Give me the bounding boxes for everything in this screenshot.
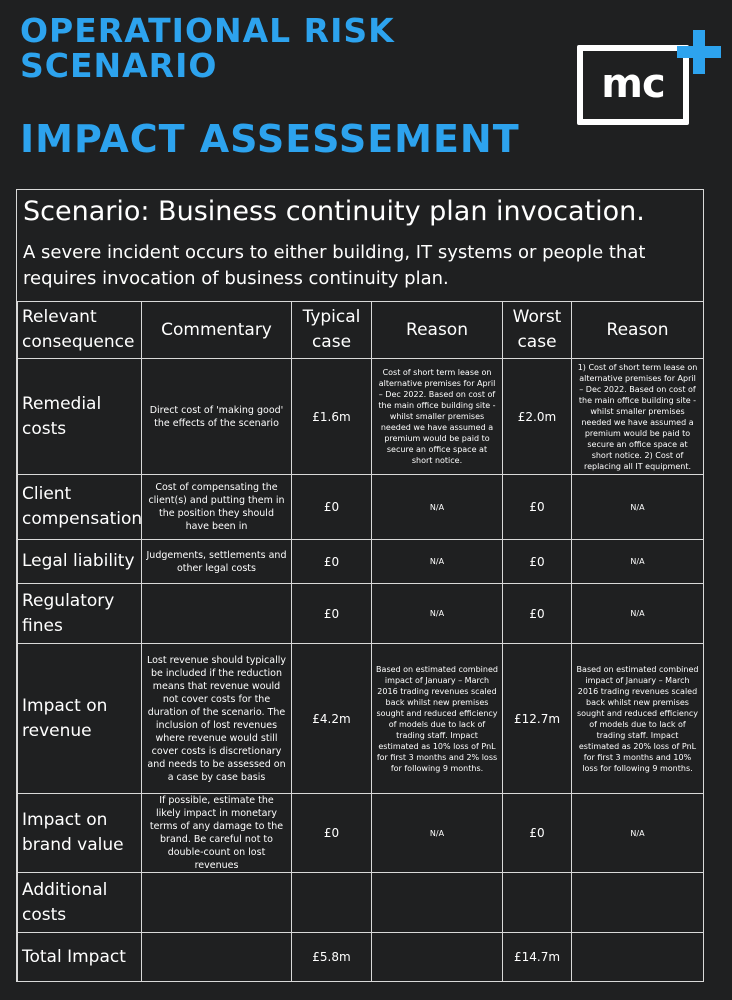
logo-text: mc: [601, 61, 665, 107]
commentary-cell: [142, 873, 292, 933]
page-title: [20, 11, 395, 85]
title-line-2: SCENARIO: [20, 46, 218, 85]
table-row: [18, 475, 704, 540]
typical-reason-cell: N/A: [372, 475, 503, 540]
worst-value-cell: £0: [503, 794, 572, 873]
worst-reason-cell: N/A: [572, 475, 704, 540]
title-line-1: OPERATIONAL RISK: [20, 11, 395, 50]
header-typical-case: Typical case: [292, 302, 372, 359]
typical-value-cell: £0: [292, 794, 372, 873]
scenario-title: Scenario: Business continuity plan invocation.: [23, 196, 645, 227]
consequence-cell: Regulatory fines: [18, 584, 142, 644]
typical-reason-cell: [372, 873, 503, 933]
commentary-cell: Lost revenue should typically be included if the reduction means that revenue would not cover costs for the duration of the scenario. The inclusion of lost revenues where revenue would still cover costs is discretionary and needs to be assessed on a case by case basis: [142, 644, 292, 794]
table-row: [18, 873, 704, 933]
header-reason-worst: Reason: [572, 302, 704, 359]
worst-value-cell: £0: [503, 475, 572, 540]
commentary-cell: Judgements, settlements and other legal costs: [142, 540, 292, 584]
worst-reason-cell: [572, 873, 704, 933]
typical-value-cell: £0: [292, 540, 372, 584]
typical-reason-cell: Cost of short term lease on alternative premises for April – Dec 2022. Based on cost of the main office building site - whilst smaller premises needed we have assumed a premium would be paid to secure an office space at short notice.: [372, 359, 503, 475]
consequence-cell: Legal liability: [18, 540, 142, 584]
worst-reason-cell: [572, 933, 704, 982]
table-row: [18, 794, 704, 873]
typical-value-cell: £1.6m: [292, 359, 372, 475]
typical-reason-cell: N/A: [372, 794, 503, 873]
worst-reason-cell: N/A: [572, 584, 704, 644]
page-subtitle: IMPACT ASSESSEMENT: [20, 117, 520, 161]
consequence-cell: Additional costs: [18, 873, 142, 933]
worst-value-cell: £0: [503, 584, 572, 644]
typical-reason-cell: [372, 933, 503, 982]
typical-reason-cell: Based on estimated combined impact of January – March 2016 trading revenues scaled back whilst new premises sought and reduced efficiency of models due to lack of trading staff. Impact estimated as 10% loss of PnL for first 3 months and 2% loss for following 9 months.: [372, 644, 503, 794]
table-header-row: [18, 302, 704, 359]
worst-value-cell: £2.0m: [503, 359, 572, 475]
typical-reason-cell: N/A: [372, 584, 503, 644]
consequence-cell: Client compensation: [18, 475, 142, 540]
total-worst-cell: £14.7m: [503, 933, 572, 982]
worst-value-cell: £0: [503, 540, 572, 584]
commentary-cell: [142, 933, 292, 982]
worst-reason-cell: N/A: [572, 794, 704, 873]
table-row: [18, 359, 704, 475]
scenario-panel: [16, 189, 704, 982]
typical-value-cell: £0: [292, 475, 372, 540]
typical-reason-cell: N/A: [372, 540, 503, 584]
table-row: [18, 644, 704, 794]
header-consequence: Relevant consequence: [18, 302, 142, 359]
impact-table: [17, 301, 704, 982]
total-row: [18, 933, 704, 982]
scenario-description: A severe incident occurs to either building, IT systems or people that requires invocation of business continuity plan.: [23, 242, 646, 289]
header-worst-case: Worst case: [503, 302, 572, 359]
table-row: [18, 540, 704, 584]
consequence-cell: Impact on revenue: [18, 644, 142, 794]
worst-value-cell: [503, 873, 572, 933]
mc-logo: [577, 45, 689, 125]
typical-value-cell: £0: [292, 584, 372, 644]
commentary-cell: Direct cost of 'making good' the effects of the scenario: [142, 359, 292, 475]
typical-value-cell: £4.2m: [292, 644, 372, 794]
commentary-cell: [142, 584, 292, 644]
worst-reason-cell: Based on estimated combined impact of January – March 2016 trading revenues scaled back whilst new premises sought and reduced efficiency of models due to lack of trading staff. Impact estimated as 20% loss of PnL for first 3 months and 10% loss for following 9 months.: [572, 644, 704, 794]
worst-reason-cell: N/A: [572, 540, 704, 584]
table-row: [18, 584, 704, 644]
commentary-cell: If possible, estimate the likely impact in monetary terms of any damage to the brand. Be careful not to double-count on lost revenues: [142, 794, 292, 873]
plus-icon: [677, 30, 721, 74]
commentary-cell: Cost of compensating the client(s) and putting them in the position they should have been in: [142, 475, 292, 540]
typical-value-cell: [292, 873, 372, 933]
header-commentary: Commentary: [142, 302, 292, 359]
worst-reason-cell: 1) Cost of short term lease on alternative premises for April – Dec 2022. Based on cost of the main office building site - whilst smaller premises needed we have assumed a premium would be paid to secure an office space at short notice. 2) Cost of replacing all IT equipment.: [572, 359, 704, 475]
consequence-cell: Remedial costs: [18, 359, 142, 475]
total-typical-cell: £5.8m: [292, 933, 372, 982]
consequence-cell: Impact on brand value: [18, 794, 142, 873]
header-reason-typical: Reason: [372, 302, 503, 359]
total-label-cell: Total Impact: [18, 933, 142, 982]
worst-value-cell: £12.7m: [503, 644, 572, 794]
